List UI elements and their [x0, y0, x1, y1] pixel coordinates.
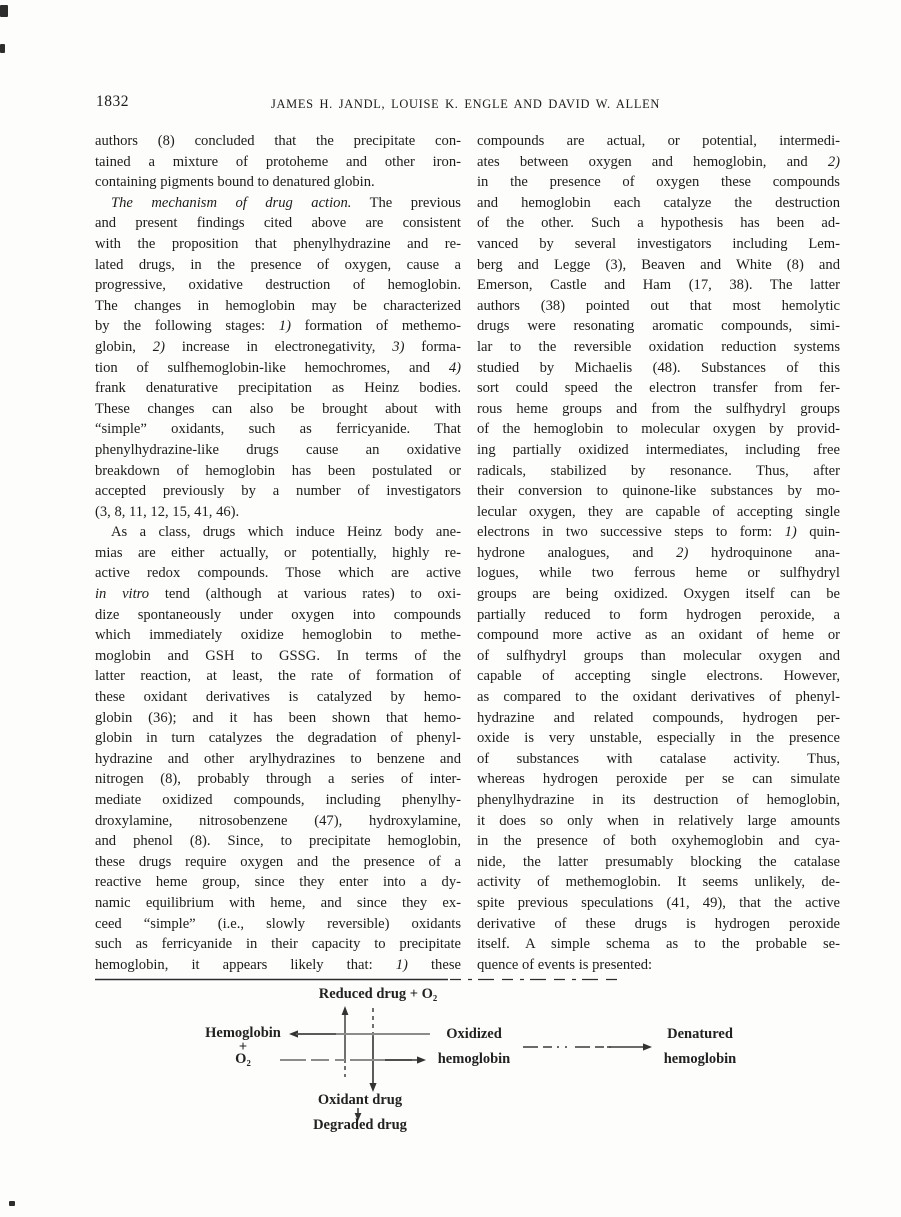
text-line: phenylhydrazine-like drugs cause an oxidative	[95, 441, 461, 458]
text-line: studied by Michaelis (48). Substances of this	[477, 359, 840, 376]
hemoglobin-label: Hemoglobin	[205, 1025, 281, 1041]
text-line: reactive heme group, since they enter into a dy-	[95, 874, 461, 891]
text-line: The changes in hemoglobin may be characterized	[95, 297, 461, 314]
text-line: electrons in two successive steps to form: 1) quin-	[477, 524, 840, 541]
text-line: tion of sulfhemoglobin-like hemochromes, and 4)	[95, 359, 461, 376]
text-line: These changes can also be brought about with	[95, 400, 461, 417]
text-line: itself. A simple schema as to the probable se-	[477, 936, 840, 953]
text-line: “simple” oxidants, such as ferricyanide. That	[95, 421, 461, 438]
text-line: vanced by several investigators including Lem-	[477, 235, 840, 252]
text-line: by the following stages: 1) formation of methemo-	[95, 318, 461, 335]
text-line: such as ferricyanide in their capacity to precipitate	[95, 936, 461, 953]
denature-arrowhead	[643, 1043, 652, 1050]
text-line: lated drugs, in the presence of oxygen, cause a	[95, 256, 461, 273]
plus-sign: +	[238, 1039, 248, 1055]
text-line: in the presence of oxygen these compounds	[477, 174, 840, 191]
text-line: active redox compounds. Those which are active	[95, 565, 461, 582]
text-line: The mechanism of drug action. The previous	[111, 194, 461, 211]
text-line: of the other. Such a hypothesis has been ad-	[477, 215, 840, 232]
text-line: As a class, drugs which induce Heinz body ane-	[111, 524, 461, 541]
text-line: droxylamine, nitrosobenzene (47), hydroxylamine,	[95, 812, 461, 829]
text-line: Emerson, Castle and Ham (17, 38). The latter	[477, 277, 840, 294]
text-line: derivative of these drugs is hydrogen peroxide	[477, 915, 840, 932]
text-line: these drugs require oxygen and the presence of a	[95, 853, 461, 870]
text-line: in the presence of both oxyhemoglobin and cya-	[477, 833, 840, 850]
text-line: of substances with catalase activity. Thus,	[477, 750, 840, 767]
text-line: globin (36); and it has been shown that hemo-	[95, 709, 461, 726]
text-line: globin, 2) increase in electronegativity, 3) forma-	[95, 338, 461, 355]
text-line: mediate oxidized compounds, including phenylhy-	[95, 792, 461, 808]
text-line: drugs were resonating aromatic compounds, simi-	[477, 318, 840, 335]
text-line: lar to the reversible oxidation reduction systems	[477, 338, 840, 355]
text-line: whereas hydrogen peroxide per se can simulate	[477, 771, 840, 788]
denatured-label-line1: Denatured	[667, 1026, 733, 1042]
text-line: oxide is very unstable, especially in the presence	[477, 730, 840, 747]
text-line: breakdown of hemoglobin has been postulated or	[95, 462, 461, 479]
degraded-drug-label: Degraded drug	[313, 1117, 407, 1133]
text-line: with the proposition that phenylhydrazine and re-	[95, 235, 461, 252]
text-line: and phenol (8). Since, to precipitate hemoglobin,	[95, 833, 461, 850]
text-line: mias are either actually, or potentially, highly re-	[95, 544, 461, 561]
down-arrowhead	[369, 1083, 376, 1092]
text-line: quence of events is presented:	[477, 956, 653, 973]
text-line: latter reaction, at least, the rate of formation of	[95, 668, 461, 685]
text-line: their conversion to quinone-like substances by mo-	[477, 483, 840, 500]
page-number: 1832	[96, 93, 129, 110]
text-line: logues, while two ferrous heme or sulfhydryl	[477, 565, 840, 582]
oxidized-label-line1: Oxidized	[446, 1026, 502, 1042]
oxygen-label: O₂	[235, 1051, 251, 1067]
text-line: ates between oxygen and hemoglobin, and 2)	[477, 153, 840, 170]
scan-artifact	[9, 1201, 15, 1206]
text-line: ing partially oxidized intermediates, including free	[477, 441, 840, 458]
text-line: it does so only when in relatively large amounts	[477, 812, 840, 829]
text-line: capable of accepting single electrons. However,	[477, 668, 840, 685]
left-text-column	[95, 131, 461, 975]
text-line: hydrazine and related compounds, hydrogen per-	[477, 709, 840, 726]
text-line: in vitro tend (although at various rates) to oxi-	[95, 586, 462, 603]
denatured-label-line2: hemoglobin	[663, 1051, 737, 1067]
oxidized-label-line2: hemoglobin	[437, 1051, 511, 1067]
text-line: progressive, oxidative destruction of hemoglobin.	[95, 277, 461, 294]
text-line: berg and Legge (3), Beaven and White (8) and	[477, 256, 840, 273]
text-line: moglobin and GSH to GSSG. In terms of the	[95, 647, 461, 664]
text-line: authors (38) pointed out that most hemolytic	[477, 297, 840, 314]
text-line: which immediately oxidize hemoglobin to methe-	[95, 627, 461, 644]
text-line: phenylhydrazine in its destruction of hemoglobin,	[477, 792, 840, 808]
text-line: of the hemoglobin to molecular oxygen by provid-	[477, 421, 840, 438]
text-line: hemoglobin, it appears likely that: 1) these	[95, 956, 461, 973]
text-line: lecular oxygen, they are capable of accepting single	[477, 503, 840, 520]
text-line: groups are being oxidized. Oxygen itself can be	[477, 586, 840, 603]
oxidant-drug-label: Oxidant drug	[317, 1092, 403, 1108]
text-line: compounds are actual, or potential, intermedi-	[477, 133, 840, 149]
text-line: activity of methemoglobin. It seems unlikely, de-	[477, 874, 840, 891]
scan-artifact	[0, 44, 5, 53]
right-text-column	[477, 131, 840, 975]
text-line: partially reduced to form hydrogen peroxide, a	[477, 606, 840, 623]
text-line: (3, 8, 11, 12, 15, 41, 46).	[95, 503, 240, 520]
text-line: frank denaturative precipitation as Heinz bodies.	[95, 380, 461, 397]
schema-diagram	[0, 975, 901, 1217]
text-line: tained a mixture of protoheme and other iron-	[95, 153, 461, 170]
running-title: JAMES H. JANDL, LOUISE K. ENGLE AND DAVID W. ALLEN	[270, 97, 661, 111]
reduced-drug-label: Reduced drug + O₂	[318, 986, 438, 1002]
text-line: containing pigments bound to denatured globin.	[95, 174, 375, 191]
text-line: authors (8) concluded that the precipitate con-	[95, 133, 461, 149]
text-line: globin in turn catalyzes the degradation of phenyl-	[95, 730, 461, 747]
text-line: accepted previously by a number of investigators	[95, 483, 461, 500]
text-line: these oxidant derivatives is catalyzed by hemo-	[95, 689, 461, 706]
text-line: as compared to the oxidant derivatives of phenyl-	[477, 689, 840, 706]
text-line: sort could speed the electron transfer from fer-	[477, 380, 840, 397]
text-line: compound more active as an oxidant of heme or	[477, 627, 840, 644]
text-line: and hemoglobin each catalyze the destruction	[477, 194, 840, 211]
text-line: of sulfhydryl groups than molecular oxygen and	[477, 647, 840, 664]
text-line: radicals, stabilized by resonance. Thus, after	[477, 462, 840, 479]
text-line: ceed “simple” (i.e., slowly reversible) oxidants	[95, 915, 461, 932]
text-line: namic equilibrium with heme, and since they ex-	[95, 894, 461, 911]
text-line: spite previous speculations (41, 49), that the active	[477, 894, 840, 911]
text-line: nitrogen (8), probably through a series of inter-	[95, 771, 461, 788]
text-line: hydrone analogues, and 2) hydroquinone ana-	[477, 544, 840, 561]
text-line: dize spontaneously under oxygen into compounds	[95, 606, 461, 623]
text-line: and present findings cited above are consistent	[95, 215, 461, 232]
scan-artifact	[0, 5, 8, 17]
text-line: nide, the latter presumably blocking the catalase	[477, 853, 840, 870]
text-line: hydrazine and other arylhydrazines to benzene and	[95, 750, 461, 767]
text-line: rous heme groups and from the sulfhydryl groups	[477, 400, 840, 417]
